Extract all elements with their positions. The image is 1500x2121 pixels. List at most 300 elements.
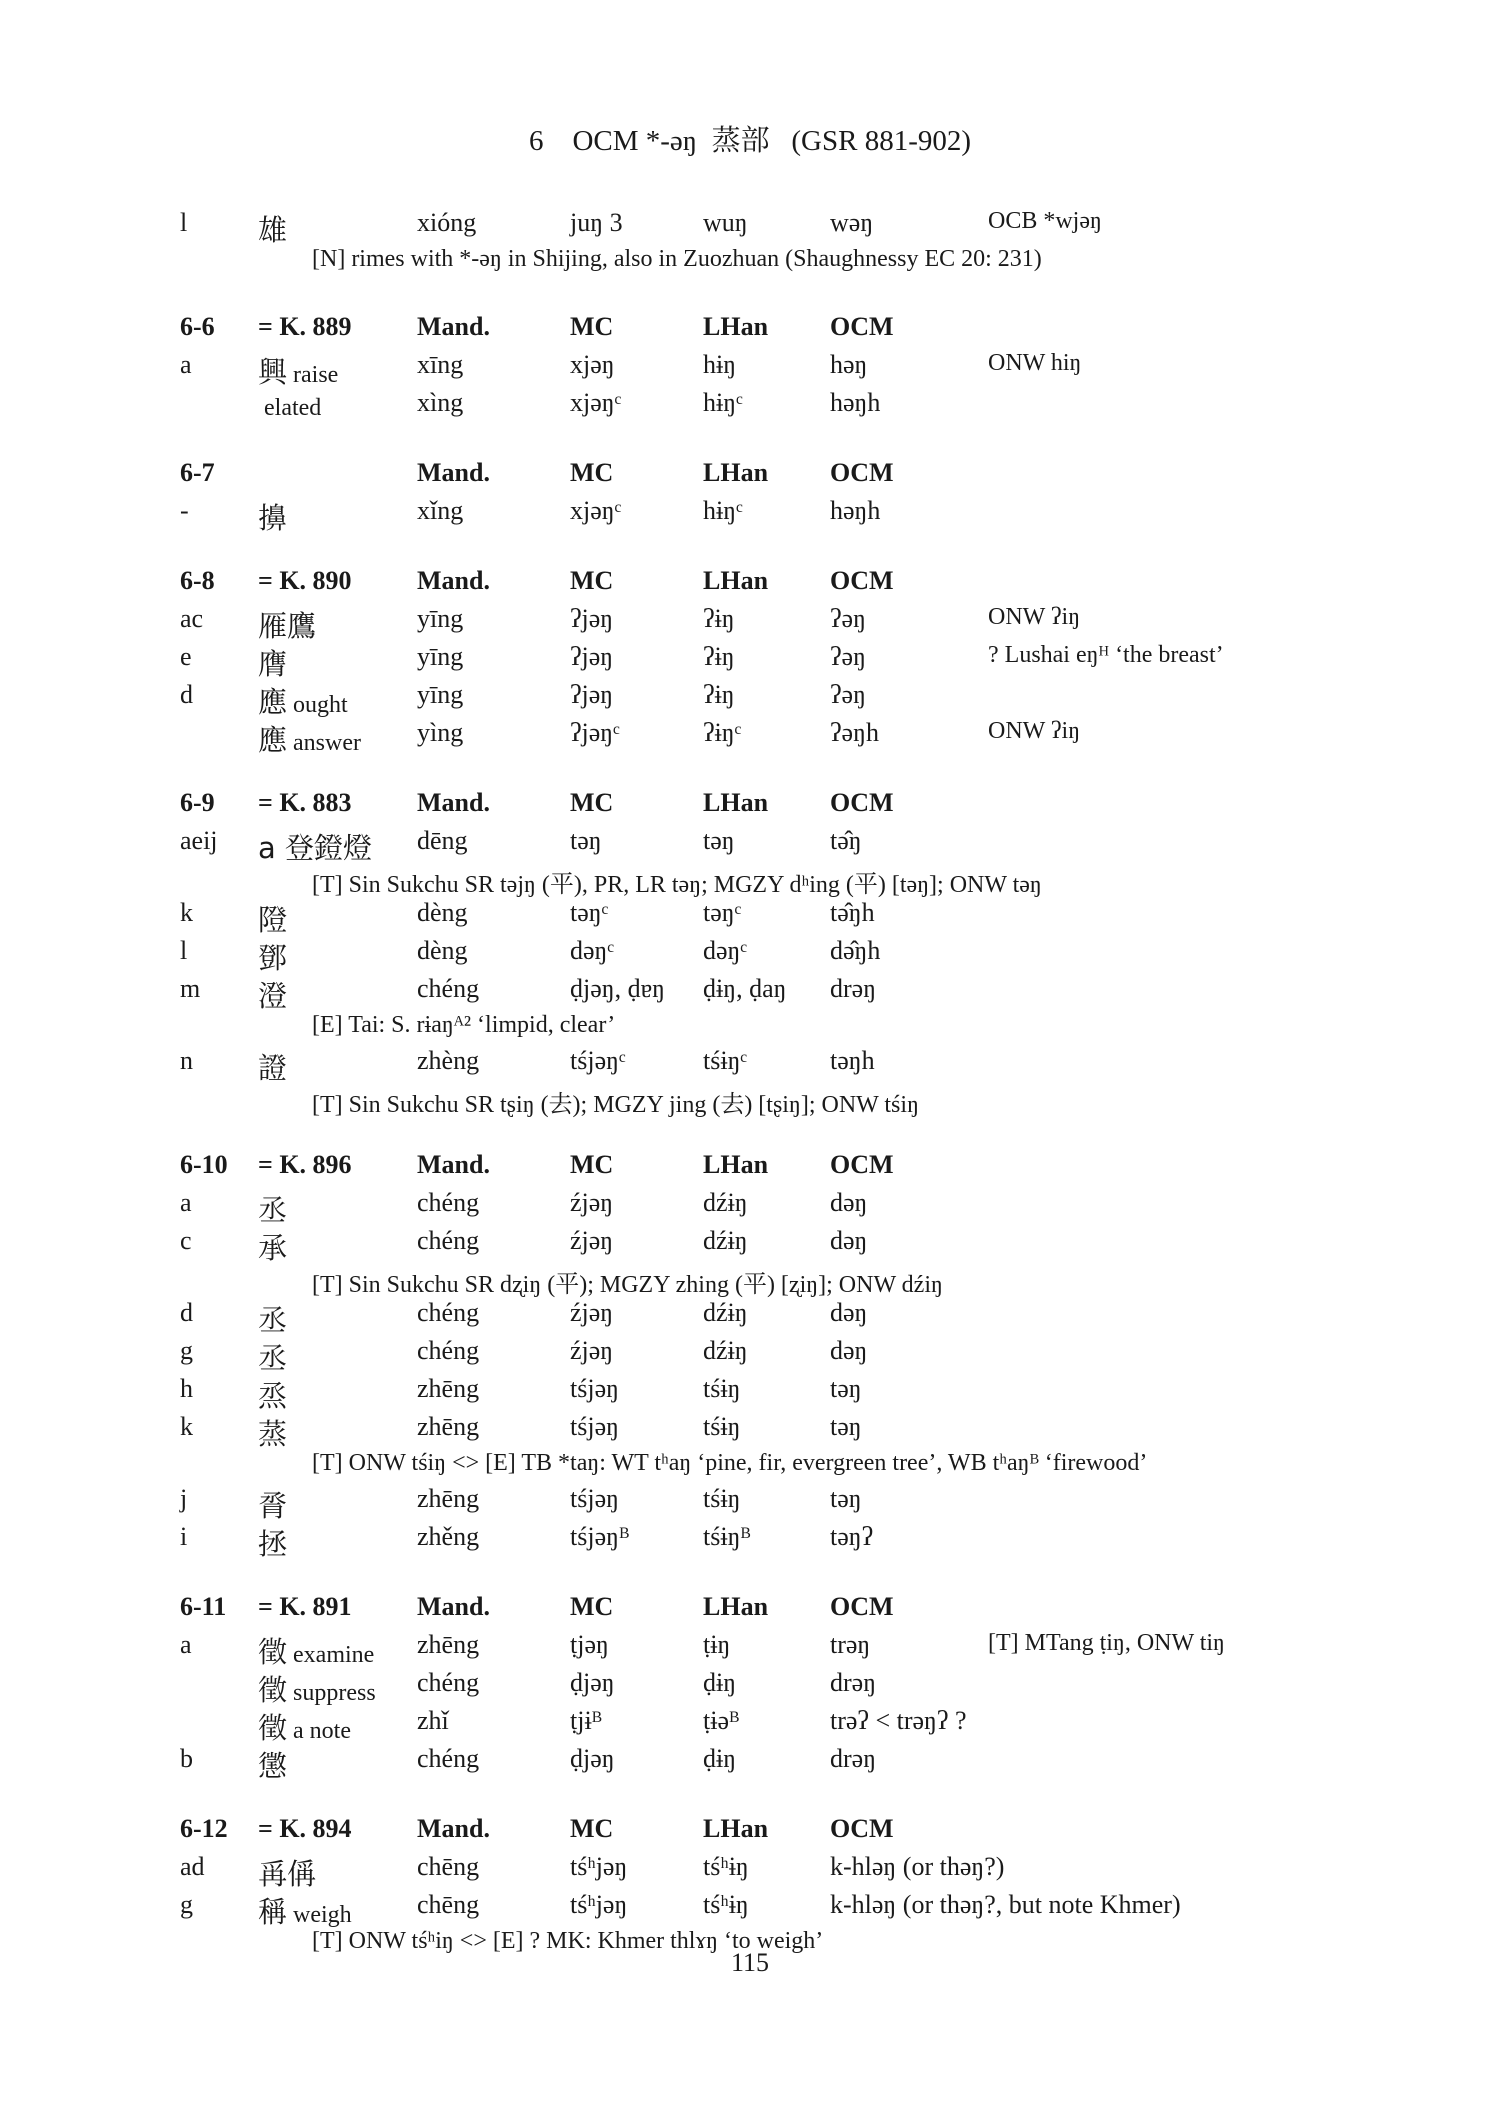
old-chinese-reading: təŋh [830,1046,875,1075]
entry-letter: a [180,1630,192,1659]
entry-letter: g [180,1890,193,1919]
chinese-graph: 興 [258,355,288,389]
entry-letter: d [180,1298,193,1327]
extra-note: ? Lushai eŋᴴ ‘the breast’ [988,642,1224,668]
graph-cell [258,496,293,537]
karlgren-ref: = K. 894 [258,1814,352,1843]
middle-chinese-reading: təŋ [570,826,602,855]
old-chinese-reading: təŋʔ [830,1522,874,1551]
column-header-mandarin: Mand. [417,312,490,341]
middle-chinese-reading: ḍjəŋ [570,1744,615,1773]
chinese-graph: 懲 [258,1749,288,1783]
annotation-text: [T] Sin Sukchu SR tʂiŋ (去); MGZY jing (去) [tʂiŋ]; ONW tśiŋ [312,1092,919,1118]
entry-letter: l [180,936,188,965]
annotation-line [0,1450,1500,1484]
later-han-reading: tśʰɨŋ [703,1852,749,1881]
column-header-mandarin: Mand. [417,1814,490,1843]
column-header-mc: MC [570,788,614,817]
old-chinese-reading: drəŋ [830,974,877,1003]
chinese-graph: a 登鐙燈 [258,831,372,865]
gloss: examine [293,1642,375,1668]
column-header-ocm: OCM [830,1814,894,1843]
column-header-mandarin: Mand. [417,1592,490,1621]
old-chinese-reading: ʔəŋ [830,604,866,633]
entry-row [0,388,1500,426]
old-chinese-reading: k-hləŋ (or thəŋ?) [830,1852,1005,1881]
series-id: 6-6 [180,312,215,341]
chinese-graph: 徵 [258,1673,288,1707]
series-header [0,788,1500,826]
entry-letter: i [180,1522,188,1551]
column-header-mc: MC [570,1592,614,1621]
entry-row [0,1412,1500,1450]
middle-chinese-reading: źjəŋ [570,1188,614,1217]
series-header [0,458,1500,496]
middle-chinese-reading: tśjəŋ [570,1412,619,1441]
graph-cell [258,1706,351,1747]
old-chinese-reading: həŋh [830,388,881,417]
gloss: ought [293,692,348,718]
extra-note: ONW ʔiŋ [988,604,1081,630]
entry-letter: d [180,680,193,709]
middle-chinese-reading: tśjəŋ [570,1374,619,1403]
phonetic-series [0,1118,1500,1560]
chinese-graph: 雁鷹 [258,609,317,643]
section-gap [0,534,1500,566]
graph-cell [258,1046,293,1087]
old-chinese-reading: həŋh [830,496,881,525]
entry-row [0,208,1500,246]
middle-chinese-reading: tśjəŋᴮ [570,1522,630,1551]
later-han-reading: ṭɨəᴮ [703,1706,740,1735]
mandarin-reading: zhǐ [417,1706,449,1735]
later-han-reading: tśʰɨŋ [703,1890,749,1919]
entry-letter: h [180,1374,193,1403]
karlgren-ref: = K. 883 [258,788,352,817]
entry-row [0,604,1500,642]
middle-chinese-reading: dəŋᶜ [570,936,615,965]
old-chinese-reading: ʔəŋh [830,718,879,747]
karlgren-ref: = K. 896 [258,1150,352,1179]
later-han-reading: hɨŋᶜ [703,388,743,417]
old-chinese-reading: dəŋ [830,1226,868,1255]
chinese-graph: 稱 [258,1895,288,1929]
old-chinese-reading: trəŋ [830,1630,871,1659]
entry-letter: a [180,350,192,379]
middle-chinese-reading: ʔjəŋ [570,680,614,709]
later-han-reading: tśɨŋ [703,1412,741,1441]
graph-cell [258,604,322,645]
chinese-graph: 膺 [258,647,288,681]
entry-letter: l [180,208,188,237]
old-chinese-reading: dəŋ [830,1188,868,1217]
chinese-graph: 澄 [258,979,288,1013]
mandarin-reading: dèng [417,898,468,927]
entry-letter: k [180,898,193,927]
entry-letter: aeij [180,826,218,855]
phonetic-series [0,756,1500,1118]
middle-chinese-reading: źjəŋ [570,1226,614,1255]
later-han-reading: dəŋᶜ [703,936,748,965]
entry-row [0,1336,1500,1374]
entry-row [0,1522,1500,1560]
graph-cell [258,1744,293,1785]
middle-chinese-reading: ḍjəŋ [570,1668,615,1697]
column-header-ocm: OCM [830,458,894,487]
entry-letter: ad [180,1852,205,1881]
chinese-graph: 丞 [258,1193,288,1227]
mandarin-reading: chéng [417,1336,480,1365]
later-han-reading: təŋᶜ [703,898,742,927]
series-header [0,312,1500,350]
later-han-reading: dźɨŋ [703,1336,748,1365]
section-gap [0,1560,1500,1592]
middle-chinese-reading: tśʰjəŋ [570,1852,628,1881]
section-gap [0,1782,1500,1814]
page-number: 115 [730,1948,770,1977]
column-header-mc: MC [570,1150,614,1179]
middle-chinese-reading: tśʰjəŋ [570,1890,628,1919]
mandarin-reading: chéng [417,1226,480,1255]
mandarin-reading: zhèng [417,1046,480,1075]
middle-chinese-reading: źjəŋ [570,1298,614,1327]
entry-row [0,1226,1500,1264]
chinese-graph: 雄 [258,213,288,247]
entry-letter: c [180,1226,192,1255]
section-gap [0,426,1500,458]
mandarin-reading: zhēng [417,1484,480,1513]
mandarin-reading: chéng [417,1668,480,1697]
graph-cell [258,1374,293,1415]
entry-row [0,1374,1500,1412]
chinese-graph: 烝 [258,1379,288,1413]
entry-row [0,350,1500,388]
annotation-text: [T] ONW tśiŋ <> [E] TB *taŋ: WT tʰaŋ ‘pine, fir, evergreen tree’, WB tʰaŋᴮ ‘firewood’ [312,1450,1148,1476]
graph-cell [258,1188,293,1229]
middle-chinese-reading: juŋ 3 [570,208,623,237]
graph-cell [258,1298,293,1339]
series-header [0,1150,1500,1188]
mandarin-reading: yīng [417,680,464,709]
graph-cell [258,1668,376,1709]
column-header-lhan: LHan [703,1592,769,1621]
column-header-mandarin: Mand. [417,458,490,487]
entry-row [0,826,1500,864]
chinese-graph: 擤 [258,501,288,535]
old-chinese-reading: ʔəŋ [830,680,866,709]
graph-cell [258,350,338,391]
column-header-lhan: LHan [703,788,769,817]
extra-note: ONW ʔiŋ [988,718,1081,744]
annotation-text: [N] rimes with *-əŋ in Shijing, also in Zuozhuan (Shaughnessy EC 20: 231) [312,246,1042,272]
old-chinese-reading: dəŋ [830,1298,868,1327]
mandarin-reading: zhēng [417,1374,480,1403]
series-id: 6-7 [180,458,215,487]
entry-row [0,1668,1500,1706]
later-han-reading: ḍɨŋ [703,1668,737,1697]
phonetic-series [0,534,1500,756]
entry-letter: j [180,1484,188,1513]
graph-cell [258,1852,322,1893]
mandarin-reading: chéng [417,974,480,1003]
later-han-reading: tśɨŋᴮ [703,1522,751,1551]
entry-row [0,680,1500,718]
later-han-reading: ḍɨŋ [703,1744,737,1773]
old-chinese-reading: təŋ [830,1374,862,1403]
middle-chinese-reading: təŋᶜ [570,898,609,927]
column-header-mc: MC [570,1814,614,1843]
phonetic-series [0,208,1500,280]
entry-row [0,1706,1500,1744]
mandarin-reading: zhěng [417,1522,480,1551]
annotation-line [0,864,1500,898]
gloss: raise [293,362,339,388]
middle-chinese-reading: tśjəŋᶜ [570,1046,626,1075]
graph-cell [258,898,293,939]
column-header-ocm: OCM [830,788,894,817]
column-header-lhan: LHan [703,1814,769,1843]
graph-cell [258,642,293,683]
middle-chinese-reading: źjəŋ [570,1336,614,1365]
series-id: 6-11 [180,1592,227,1621]
chinese-graph: 蒸 [258,1417,288,1451]
entry-letter: - [180,496,189,525]
old-chinese-reading: tə̂ŋ [830,826,862,855]
entry-letter: b [180,1744,193,1773]
column-header-ocm: OCM [830,1592,894,1621]
old-chinese-reading: drəŋ [830,1744,877,1773]
entry-row [0,1188,1500,1226]
entry-row [0,1046,1500,1084]
graph-cell [258,974,293,1015]
chinese-graph: 證 [258,1051,288,1085]
page-title: 6 OCM *-əŋ 蒸部 (GSR 881-902) [528,125,972,157]
column-header-mc: MC [570,566,614,595]
later-han-reading: ʔɨŋ [703,604,735,633]
later-han-reading: ʔɨŋ [703,642,735,671]
graph-cell [258,826,378,867]
old-chinese-reading: k-hləŋ (or thəŋ?, but note Khmer) [830,1890,1181,1919]
entry-row [0,1298,1500,1336]
middle-chinese-reading: xjəŋᶜ [570,388,622,417]
column-header-mc: MC [570,312,614,341]
mandarin-reading: xióng [417,208,477,237]
later-han-reading: tśɨŋ [703,1484,741,1513]
series-header [0,1592,1500,1630]
later-han-reading: hɨŋ [703,350,737,379]
old-chinese-reading: həŋ [830,350,868,379]
chinese-graph: 徵 [258,1635,288,1669]
mandarin-reading: yīng [417,642,464,671]
column-header-lhan: LHan [703,458,769,487]
chinese-graph: 爯偁 [258,1857,317,1891]
karlgren-ref: = K. 891 [258,1592,352,1621]
chinese-graph: 隥 [258,903,288,937]
entry-letter: ac [180,604,204,633]
later-han-reading: ḍɨŋ, ḍaŋ [703,974,787,1003]
mandarin-reading: chéng [417,1744,480,1773]
entry-row [0,642,1500,680]
column-header-mc: MC [570,458,614,487]
later-han-reading: hɨŋᶜ [703,496,743,525]
entry-row [0,936,1500,974]
graph-cell [258,1226,293,1267]
middle-chinese-reading: xjəŋ [570,350,615,379]
gloss: weigh [293,1902,352,1928]
later-han-reading: tśɨŋ [703,1374,741,1403]
middle-chinese-reading: ṭjɨᴮ [570,1706,602,1735]
series-id: 6-8 [180,566,215,595]
old-chinese-reading: tə̂ŋh [830,898,875,927]
mandarin-reading: xìng [417,388,464,417]
later-han-reading: ʔɨŋ [703,680,735,709]
later-han-reading: təŋ [703,826,735,855]
later-han-reading: dźɨŋ [703,1226,748,1255]
chinese-graph: 拯 [258,1527,288,1561]
annotation-line [0,246,1500,280]
karlgren-ref: = K. 889 [258,312,352,341]
graph-cell [258,1412,293,1453]
mandarin-reading: chēng [417,1852,480,1881]
mandarin-reading: chēng [417,1890,480,1919]
entry-letter: a [180,1188,192,1217]
column-header-ocm: OCM [830,566,894,595]
old-chinese-reading: ʔəŋ [830,642,866,671]
chinese-graph: 徵 [258,1711,288,1745]
graph-cell [258,208,293,249]
old-chinese-reading: trəʔ < trəŋʔ ? [830,1706,967,1735]
column-header-lhan: LHan [703,566,769,595]
extra-note: [T] MTang ṭiŋ, ONW tiŋ [988,1630,1225,1656]
series-header [0,1814,1500,1852]
old-chinese-reading: wəŋ [830,208,874,237]
chinese-graph: 承 [258,1231,288,1265]
phonetic-series [0,1782,1500,1962]
graph-cell [258,680,348,721]
series-id: 6-9 [180,788,215,817]
later-han-reading: wuŋ [703,208,748,237]
series-id: 6-10 [180,1150,228,1179]
phonetic-series [0,280,1500,426]
column-header-mandarin: Mand. [417,1150,490,1179]
middle-chinese-reading: ṭjəŋ [570,1630,609,1659]
later-han-reading: dźɨŋ [703,1298,748,1327]
section-gap [0,280,1500,312]
graph-cell [258,1522,293,1563]
column-header-lhan: LHan [703,1150,769,1179]
annotation-line [0,1264,1500,1298]
chinese-graph: 丞 [258,1303,288,1337]
mandarin-reading: dēng [417,826,468,855]
middle-chinese-reading: tśjəŋ [570,1484,619,1513]
column-header-mandarin: Mand. [417,788,490,817]
chinese-graph: 脀 [258,1489,288,1523]
mandarin-reading: chéng [417,1298,480,1327]
entry-letter: k [180,1412,193,1441]
graph-cell [258,1890,352,1931]
graph-cell [258,1630,374,1671]
karlgren-ref: = K. 890 [258,566,352,595]
mandarin-reading: dèng [417,936,468,965]
mandarin-reading: chéng [417,1188,480,1217]
gloss: a note [293,1718,351,1744]
series-header [0,566,1500,604]
annotation-text: [E] Tai: S. rɨaŋᴬ² ‘limpid, clear’ [312,1012,616,1038]
middle-chinese-reading: ʔjəŋ [570,642,614,671]
entry-list [0,208,1500,1962]
entry-row [0,974,1500,1012]
graph-cell [258,718,361,759]
phonetic-series [0,426,1500,534]
chinese-graph: 應 [258,685,288,719]
mandarin-reading: zhēng [417,1412,480,1441]
middle-chinese-reading: ḍjəŋ, ḍɐŋ [570,974,666,1003]
graph-cell [258,1484,293,1525]
entry-row [0,496,1500,534]
column-header-ocm: OCM [830,312,894,341]
entry-row [0,1484,1500,1522]
entry-row [0,1630,1500,1668]
column-header-mandarin: Mand. [417,566,490,595]
old-chinese-reading: drəŋ [830,1668,877,1697]
old-chinese-reading: də̂ŋh [830,936,881,965]
graph-cell [258,1336,293,1377]
later-han-reading: dźɨŋ [703,1188,748,1217]
phonetic-series [0,1560,1500,1782]
mandarin-reading: yìng [417,718,464,747]
mandarin-reading: yīng [417,604,464,633]
entry-row [0,1852,1500,1890]
annotation-line [0,1084,1500,1118]
middle-chinese-reading: ʔjəŋ [570,604,614,633]
mandarin-reading: xīng [417,350,464,379]
graph-cell [258,936,293,977]
extra-note: OCB *wjəŋ [988,208,1102,234]
entry-row [0,1890,1500,1928]
graph-cell [258,388,321,422]
gloss: elated [264,395,322,421]
middle-chinese-reading: ʔjəŋᶜ [570,718,620,747]
later-han-reading: tśɨŋᶜ [703,1046,748,1075]
entry-letter: g [180,1336,193,1365]
later-han-reading: ṭɨŋ [703,1630,731,1659]
series-id: 6-12 [180,1814,228,1843]
entry-letter: n [180,1046,193,1075]
annotation-line [0,1012,1500,1046]
later-han-reading: ʔɨŋᶜ [703,718,742,747]
chinese-graph: 鄧 [258,941,288,975]
column-header-lhan: LHan [703,312,769,341]
entry-row [0,898,1500,936]
chinese-graph: 應 [258,723,288,757]
annotation-text: [T] ONW tśʰiŋ <> [E] ? MK: Khmer thlɤŋ ‘to weigh’ [312,1928,824,1954]
old-chinese-reading: təŋ [830,1484,862,1513]
chinese-graph: 丞 [258,1341,288,1375]
mandarin-reading: xǐng [417,496,464,525]
column-header-ocm: OCM [830,1150,894,1179]
entry-letter: e [180,642,192,671]
mandarin-reading: zhēng [417,1630,480,1659]
annotation-text: [T] Sin Sukchu SR təjŋ (平), PR, LR təŋ; MGZY dʰing (平) [təŋ]; ONW təŋ [312,872,1042,898]
entry-row [0,718,1500,756]
section-gap [0,756,1500,788]
extra-note: ONW hiŋ [988,350,1082,376]
old-chinese-reading: dəŋ [830,1336,868,1365]
annotation-text: [T] Sin Sukchu SR dʐiŋ (平); MGZY zhing (平) [ʐiŋ]; ONW dźiŋ [312,1272,943,1298]
section-gap [0,1118,1500,1150]
entry-letter: m [180,974,201,1003]
gloss: answer [293,730,361,756]
